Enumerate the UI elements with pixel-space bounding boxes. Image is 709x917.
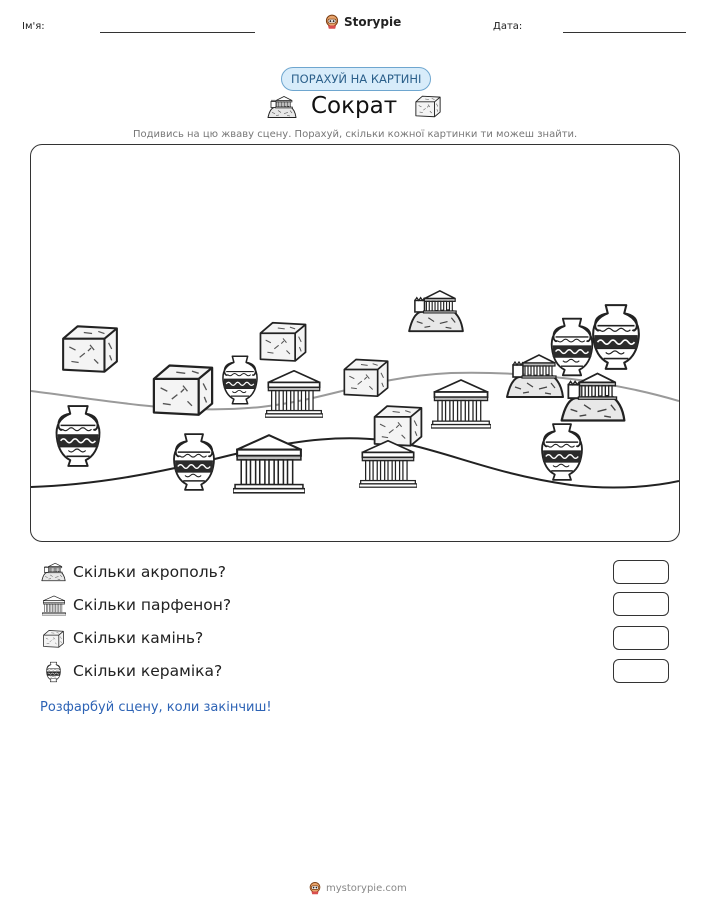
pottery xyxy=(552,319,593,376)
answer-box-acropolis[interactable] xyxy=(613,560,669,584)
scene-frame xyxy=(30,144,680,542)
pottery xyxy=(542,424,582,480)
page-title: Сократ xyxy=(311,93,398,119)
pottery xyxy=(174,434,214,490)
acropolis xyxy=(409,291,463,331)
storypie-mascot-icon xyxy=(308,881,322,895)
acropolis-icon xyxy=(267,94,297,120)
stone-icon xyxy=(414,94,442,118)
brand-name: Storypie xyxy=(344,14,402,29)
question-pottery: Скільки кераміка? xyxy=(73,662,223,680)
storypie-mascot-icon xyxy=(324,13,340,30)
stone xyxy=(375,406,422,446)
stone-icon xyxy=(42,629,65,648)
pottery xyxy=(223,356,257,404)
answer-box-pottery[interactable] xyxy=(613,659,669,683)
pottery xyxy=(593,305,639,369)
parthenon xyxy=(431,380,491,428)
scene-illustration xyxy=(31,145,679,541)
coloring-note: Розфарбуй сцену, коли закінчиш! xyxy=(40,700,272,715)
name-line[interactable] xyxy=(100,32,255,33)
date-label: Дата: xyxy=(493,21,523,32)
parthenon xyxy=(233,435,305,493)
footer-url[interactable]: mystorypie.com xyxy=(326,882,407,894)
footer xyxy=(308,881,407,895)
pottery xyxy=(57,406,100,466)
questions-list xyxy=(40,560,680,690)
parthenon xyxy=(265,371,323,417)
stone xyxy=(154,365,212,414)
answer-box-parthenon[interactable] xyxy=(613,592,669,616)
question-parthenon: Скільки парфенон? xyxy=(73,596,232,614)
stone xyxy=(260,323,305,361)
acropolis xyxy=(507,355,563,397)
brand-logo xyxy=(324,13,401,30)
parthenon-icon xyxy=(42,595,66,616)
stone xyxy=(63,326,117,371)
name-label: Ім'я: xyxy=(22,21,45,32)
question-stone: Скільки камінь? xyxy=(73,629,204,647)
answer-box-stone[interactable] xyxy=(613,626,669,650)
parthenon xyxy=(359,441,417,487)
instructions: Подивись на цю жваву сцену. Порахуй, скільки кожної картинки ти можеш знайти. xyxy=(133,129,578,140)
question-acropolis: Скільки акрополь? xyxy=(73,563,226,581)
count-badge: ПОРАХУЙ НА КАРТИНІ xyxy=(281,67,431,91)
stone xyxy=(344,360,387,397)
acropolis-icon xyxy=(41,561,66,583)
acropolis xyxy=(562,373,625,420)
date-line[interactable] xyxy=(563,32,686,33)
pottery-icon xyxy=(44,660,63,684)
